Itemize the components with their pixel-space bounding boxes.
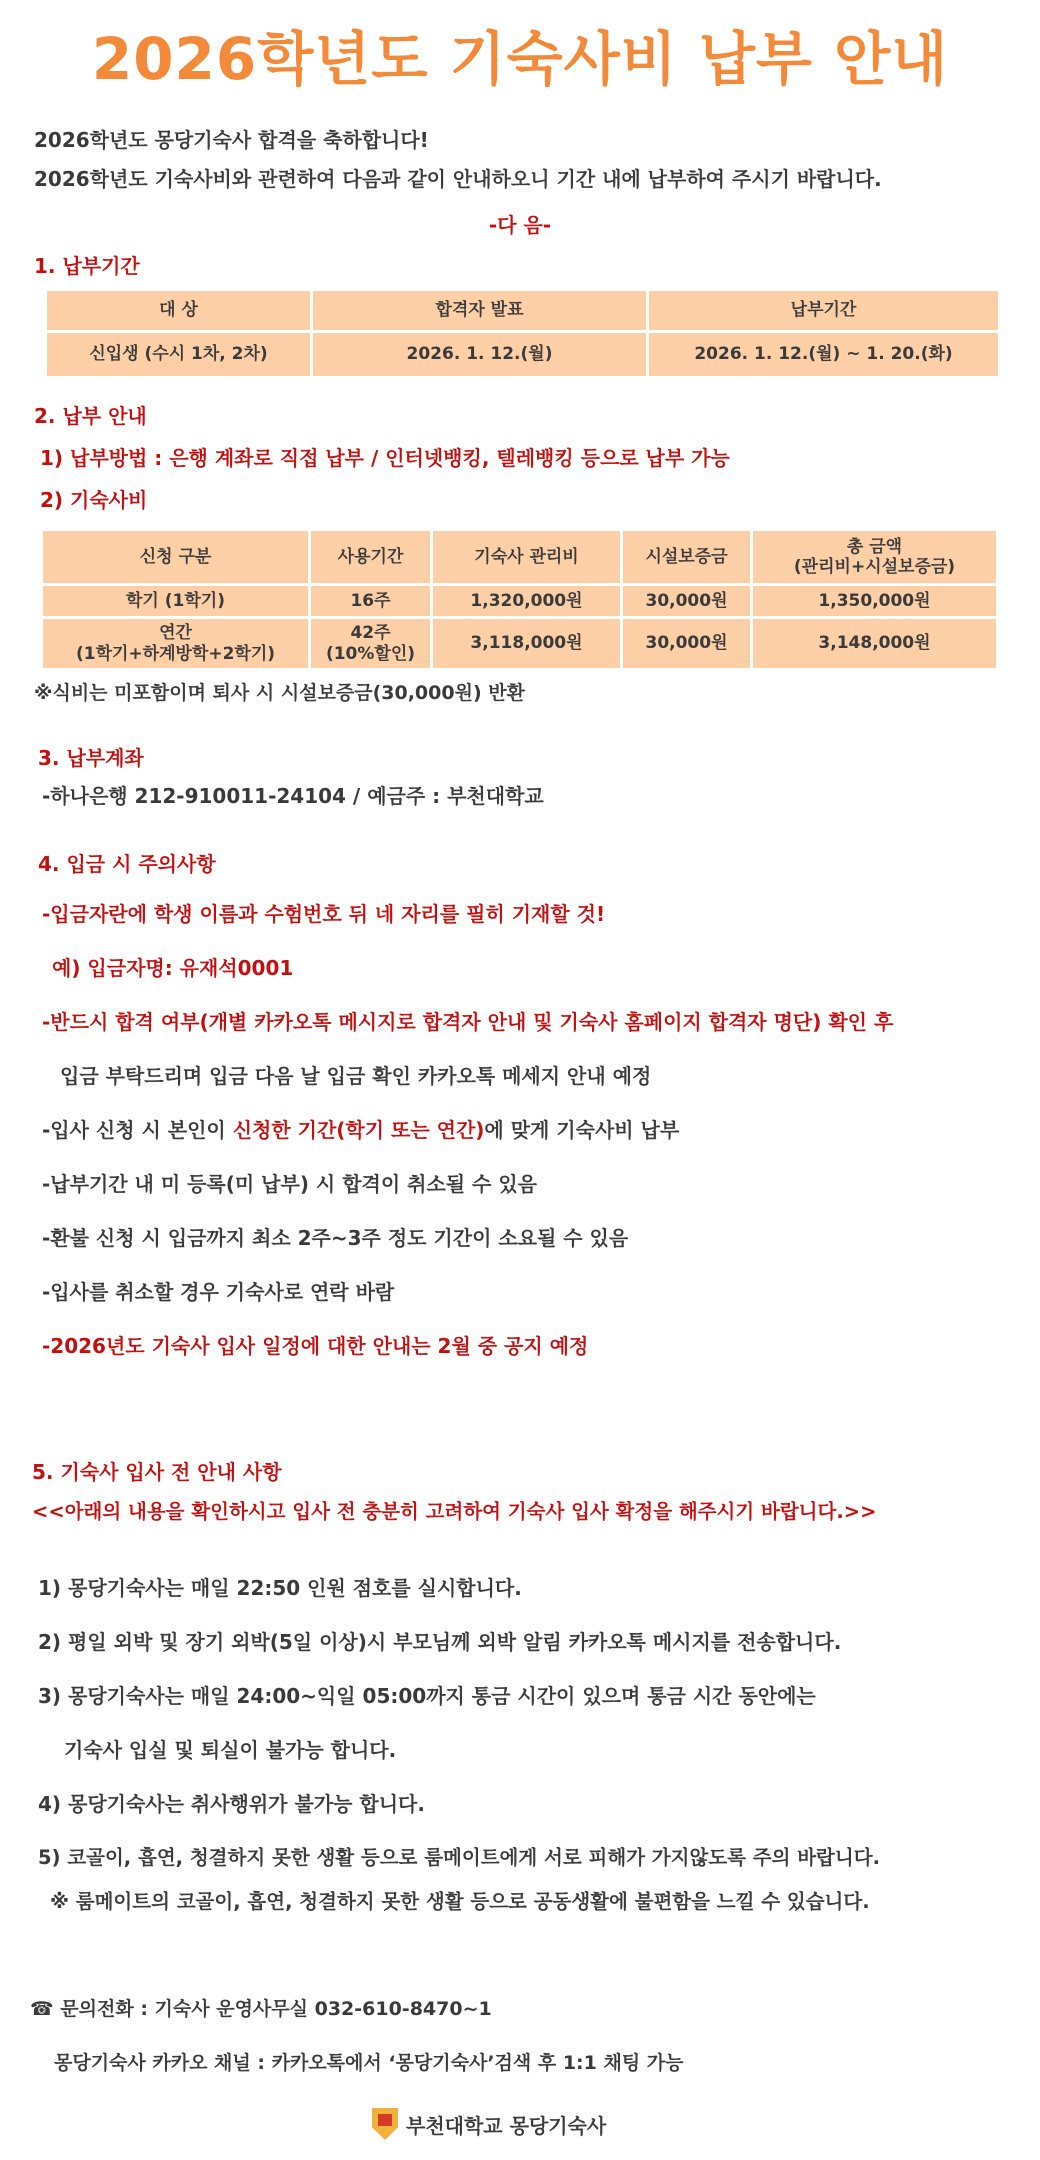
- notice-item: -2026년도 기숙사 입사 일정에 대한 안내는 2월 중 공지 예정: [42, 1334, 589, 1358]
- table-cell: 1,320,000원: [432, 585, 622, 618]
- notice-item: 예) 입금자명: 유재석0001: [52, 956, 294, 980]
- contact-kakao: 몽당기숙사 카카오 채널 : 카카오톡에서 ‘몽당기숙사’검색 후 1:1 채팅 가능: [54, 2052, 684, 2074]
- table-header-cell: 납부기간: [648, 290, 1000, 332]
- table-cell: 1,350,000원: [752, 585, 998, 618]
- dorm-fee-label: 2) 기숙사비: [40, 488, 148, 512]
- notice-text: -입사 신청 시 본인이: [42, 1118, 233, 1142]
- table-cell: 30,000원: [622, 585, 752, 618]
- section-3-heading: 3. 납부계좌: [38, 746, 144, 770]
- table-cell: 2026. 1. 12.(월): [312, 332, 648, 378]
- footer-logo-text: 부천대학교 몽당기숙사: [406, 2113, 607, 2138]
- table-cell: 학기 (1학기): [42, 585, 310, 618]
- annual-label-sub: (1학기+하계방학+2학기): [75, 643, 276, 664]
- table-cell: [310, 618, 432, 670]
- footer-logo: [372, 2108, 606, 2140]
- notice-item: -반드시 합격 여부(개별 카카오톡 메시지로 합격자 안내 및 기숙사 홈페이지 합격자 명단) 확인 후: [42, 1010, 894, 1034]
- divider-text: -다 음-: [488, 213, 552, 237]
- annual-weeks: 42주: [350, 623, 391, 644]
- page-title: 2026학년도 기숙사비 납부 안내: [91, 25, 949, 93]
- table-header-cell: 신청 구분: [42, 530, 310, 585]
- university-emblem-icon: [372, 2108, 398, 2140]
- guide-item: 4) 몽당기숙사는 취사행위가 불가능 합니다.: [38, 1792, 425, 1816]
- payment-period-table: [44, 288, 1001, 379]
- guide-item: 기숙사 입실 및 퇴실이 불가능 합니다.: [64, 1738, 397, 1762]
- fee-note: ※식비는 미포함이며 퇴사 시 시설보증금(30,000원) 반환: [34, 682, 525, 704]
- table-header-cell: [752, 530, 998, 585]
- table-cell: 3,118,000원: [432, 618, 622, 670]
- section-4-heading: 4. 입금 시 주의사항: [38, 852, 216, 876]
- table-header-cell: 기숙사 관리비: [432, 530, 622, 585]
- table-header-cell: 합격자 발표: [312, 290, 648, 332]
- notice-text: 에 맞게 기숙사비 납부: [484, 1118, 680, 1142]
- notice-item: -환불 신청 시 입금까지 최소 2주~3주 정도 기간이 소요될 수 있음: [42, 1226, 629, 1250]
- notice-item: -입금자란에 학생 이름과 수험번호 뒤 네 자리를 필히 기재할 것!: [42, 902, 606, 926]
- notice-item: 입금 부탁드리며 입금 다음 날 입금 확인 카카오톡 메세지 안내 예정: [60, 1064, 652, 1088]
- annual-discount: (10%할인): [325, 643, 416, 664]
- phone-icon: ☎: [30, 1998, 54, 2020]
- table-cell: 30,000원: [622, 618, 752, 670]
- guide-item: 2) 평일 외박 및 장기 외박(5일 이상)시 부모님께 외박 알림 카카오톡 메시지를 전송합니다.: [38, 1630, 842, 1654]
- guide-item: 1) 몽당기숙사는 매일 22:50 인원 점호를 실시합니다.: [38, 1576, 522, 1600]
- annual-label: 연간: [159, 623, 192, 644]
- contact-phone: [30, 1994, 492, 2021]
- table-header-cell: 사용기간: [310, 530, 432, 585]
- payment-method: 1) 납부방법 : 은행 계좌로 직접 납부 / 인터넷뱅킹, 텔레뱅킹 등으로 납부 가능: [40, 446, 730, 470]
- section-1-heading: 1. 납부기간: [34, 254, 140, 278]
- intro-line-1: 2026학년도 몽당기숙사 합격을 축하합니다!: [34, 128, 429, 152]
- table-header-cell: 시설보증금: [622, 530, 752, 585]
- table-cell: [42, 618, 310, 670]
- table-cell: 16주: [310, 585, 432, 618]
- phone-text: 문의전화 : 기숙사 운영사무실 032-610-8470~1: [60, 1998, 492, 2020]
- guide-item: 5) 코골이, 흡연, 청결하지 못한 생활 등으로 룸메이트에게 서로 피해가 가지않도록 주의 바랍니다.: [38, 1846, 880, 1869]
- guide-note: ※ 룸메이트의 코골이, 흡연, 청결하지 못한 생활 등으로 공동생활에 불편함을 느낄 수 있습니다.: [50, 1890, 870, 1913]
- notice-item: [42, 1114, 679, 1143]
- table-cell: 신입생 (수시 1차, 2차): [46, 332, 312, 378]
- notice-item: -납부기간 내 미 등록(미 납부) 시 합격이 취소될 수 있음: [42, 1172, 537, 1196]
- guide-item: 3) 몽당기숙사는 매일 24:00~익일 05:00까지 통금 시간이 있으며 통금 시간 동안에는: [38, 1684, 816, 1708]
- notice-item: -입사를 취소할 경우 기숙사로 연락 바람: [42, 1280, 395, 1304]
- section-5-heading: 5. 기숙사 입사 전 안내 사항: [32, 1460, 282, 1484]
- total-header-sub: (관리비+시설보증금): [793, 557, 956, 577]
- dorm-fee-table: [40, 528, 999, 671]
- total-header: 총 금액: [846, 536, 903, 557]
- account-info: -하나은행 212-910011-24104 / 예금주 : 부천대학교: [42, 784, 544, 808]
- section-2-heading: 2. 납부 안내: [34, 404, 147, 428]
- table-cell: 2026. 1. 12.(월) ~ 1. 20.(화): [648, 332, 1000, 378]
- table-header-cell: 대 상: [46, 290, 312, 332]
- notice-highlight: 신청한 기간(학기 또는 연간): [232, 1118, 485, 1142]
- table-cell: 3,148,000원: [752, 618, 998, 670]
- section-5-subheading: <<아래의 내용을 확인하시고 입사 전 충분히 고려하여 기숙사 입사 확정을 해주시기 바랍니다.>>: [32, 1500, 877, 1523]
- intro-line-2: 2026학년도 기숙사비와 관련하여 다음과 같이 안내하오니 기간 내에 납부하여 주시기 바랍니다.: [34, 167, 882, 191]
